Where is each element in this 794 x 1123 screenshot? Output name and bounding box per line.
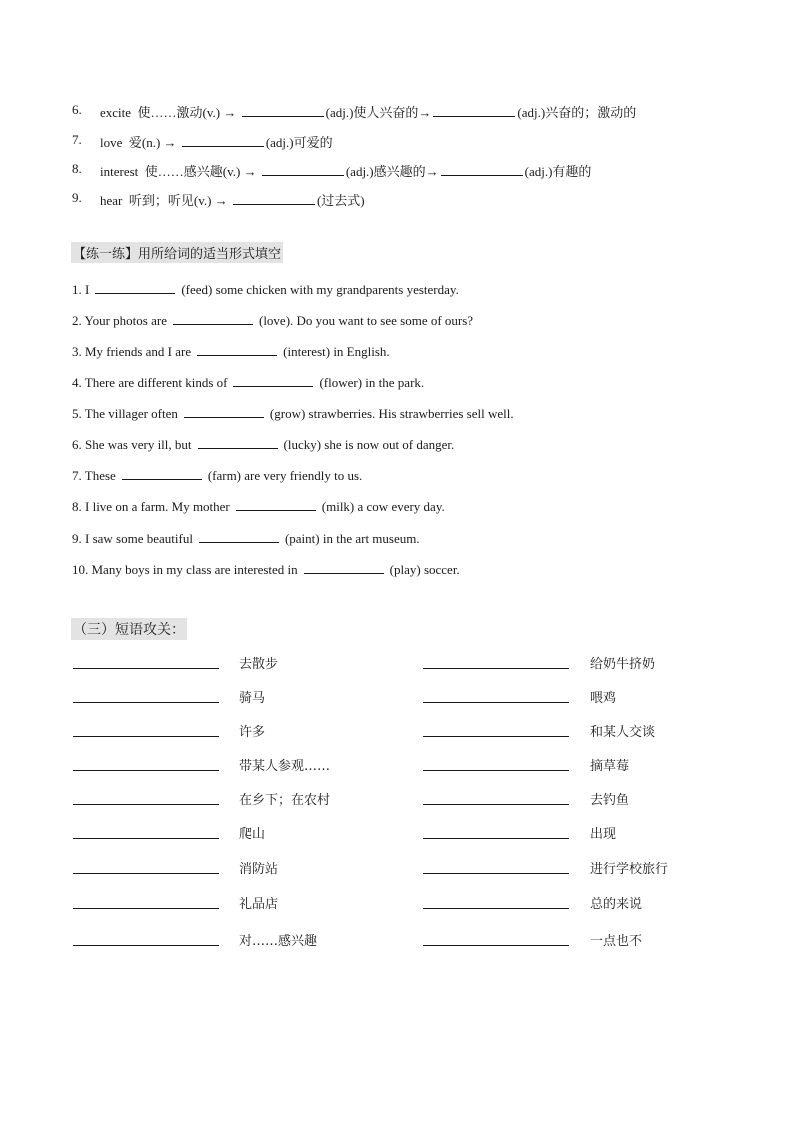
vocab-definition: 使……激动(v.) → [137, 105, 237, 120]
answer-line[interactable] [423, 838, 569, 839]
vocab-definition: (过去式) [316, 193, 365, 208]
phrase-label: 一点也不 [590, 934, 643, 949]
exercise-text: (milk) a cow every day. [321, 499, 445, 514]
answer-line[interactable] [423, 702, 569, 703]
answer-blank[interactable] [182, 135, 264, 147]
practice-heading: 【练一练】用所给词的适当形式填空 [71, 242, 283, 263]
answer-blank[interactable] [122, 468, 202, 480]
answer-blank[interactable] [441, 164, 523, 176]
exercise-text: (farm) are very friendly to us. [207, 468, 363, 483]
exercise-text: 7. These [72, 468, 116, 483]
item-number: 9. [72, 190, 82, 205]
answer-blank[interactable] [242, 105, 324, 117]
item-number: 8. [72, 161, 82, 176]
phrase-label: 骑马 [239, 691, 266, 706]
exercise-text: 9. I saw some beautiful [72, 531, 193, 546]
answer-blank[interactable] [236, 499, 316, 511]
exercise-item [72, 406, 514, 422]
exercise-text: 6. She was very ill, but [72, 437, 192, 452]
answer-blank[interactable] [304, 562, 384, 574]
exercise-text: (interest) in English. [283, 344, 390, 359]
answer-blank[interactable] [262, 164, 344, 176]
phrase-label: 和某人交谈 [590, 725, 656, 740]
phrase-label: 进行学校旅行 [590, 862, 669, 877]
phrase-label: 带某人参观…… [239, 759, 331, 774]
vocab-definition: (adj.)使人兴奋的→ [325, 105, 432, 120]
exercise-text: (paint) in the art museum. [284, 531, 420, 546]
answer-line[interactable] [73, 770, 219, 771]
vocab-word: excite [100, 105, 132, 120]
phrase-label: 给奶牛挤奶 [590, 657, 656, 672]
exercise-item [72, 282, 459, 298]
phrase-label: 礼品店 [239, 897, 279, 912]
vocab-definition: (adj.)感兴趣的→ [345, 164, 439, 179]
vocab-word: interest [100, 164, 139, 179]
answer-line[interactable] [73, 838, 219, 839]
answer-line[interactable] [73, 736, 219, 737]
exercise-text: (lucky) she is now out of danger. [283, 437, 455, 452]
phrase-label: 在乡下；在农村 [239, 793, 331, 808]
exercise-item [72, 499, 445, 515]
answer-line[interactable] [73, 873, 219, 874]
answer-line[interactable] [423, 668, 569, 669]
exercise-text: 10. Many boys in my class are interested in [72, 562, 298, 577]
answer-blank[interactable] [233, 375, 313, 387]
answer-line[interactable] [73, 908, 219, 909]
phrase-label: 许多 [239, 725, 266, 740]
phrases-heading: （三）短语攻关： [71, 618, 187, 640]
exercise-text: (play) soccer. [389, 562, 460, 577]
vocab-definition: (adj.)兴奋的；激动的 [517, 105, 637, 120]
exercise-text: 3. My friends and I are [72, 344, 192, 359]
answer-blank[interactable] [184, 406, 264, 418]
vocab-definition: 爱(n.) → [128, 135, 177, 150]
answer-line[interactable] [73, 804, 219, 805]
item-number: 7. [72, 132, 82, 147]
exercise-item [72, 375, 424, 391]
phrase-label: 去钓鱼 [590, 793, 630, 808]
phrase-label: 爬山 [239, 827, 266, 842]
answer-line[interactable] [423, 945, 569, 946]
answer-blank[interactable] [95, 282, 175, 294]
exercise-text: 4. There are different kinds of [72, 375, 228, 390]
exercise-item [72, 437, 454, 453]
answer-line[interactable] [73, 668, 219, 669]
phrase-label: 摘草莓 [590, 759, 630, 774]
vocab-word: love [100, 135, 123, 150]
answer-line[interactable] [423, 736, 569, 737]
answer-line[interactable] [423, 873, 569, 874]
exercise-item [72, 562, 460, 578]
exercise-item [72, 468, 362, 484]
exercise-text: (flower) in the park. [319, 375, 425, 390]
exercise-text: (love). Do you want to see some of ours? [258, 313, 474, 328]
phrase-label: 总的来说 [590, 897, 643, 912]
phrase-label: 喂鸡 [590, 691, 617, 706]
exercise-item [72, 531, 420, 547]
answer-blank[interactable] [197, 344, 277, 356]
exercise-text: (grow) strawberries. His strawberries sell well. [269, 406, 514, 421]
answer-blank[interactable] [433, 105, 515, 117]
vocab-definition: 使……感兴趣(v.) → [144, 164, 257, 179]
answer-line[interactable] [73, 702, 219, 703]
answer-line[interactable] [423, 908, 569, 909]
answer-line[interactable] [73, 945, 219, 946]
answer-blank[interactable] [233, 193, 315, 205]
vocab-definition: (adj.)可爱的 [265, 135, 333, 150]
vocab-word: hear [100, 193, 123, 208]
item-number: 6. [72, 102, 82, 117]
exercise-text: 8. I live on a farm. My mother [72, 499, 230, 514]
exercise-text: (feed) some chicken with my grandparents yesterday. [181, 282, 459, 297]
vocab-definition: (adj.)有趣的 [524, 164, 592, 179]
phrase-label: 对……感兴趣 [239, 934, 318, 949]
exercise-item [72, 344, 390, 360]
answer-blank[interactable] [173, 313, 253, 325]
exercise-text: 2. Your photos are [72, 313, 167, 328]
phrase-label: 出现 [590, 827, 617, 842]
answer-blank[interactable] [198, 437, 278, 449]
phrase-label: 消防站 [239, 862, 279, 877]
exercise-text: 1. I [72, 282, 90, 297]
exercise-text: 5. The villager often [72, 406, 178, 421]
vocab-definition: 听到；听见(v.) → [128, 193, 228, 208]
answer-blank[interactable] [199, 531, 279, 543]
answer-line[interactable] [423, 804, 569, 805]
phrase-label: 去散步 [239, 657, 279, 672]
exercise-item [72, 313, 473, 329]
answer-line[interactable] [423, 770, 569, 771]
